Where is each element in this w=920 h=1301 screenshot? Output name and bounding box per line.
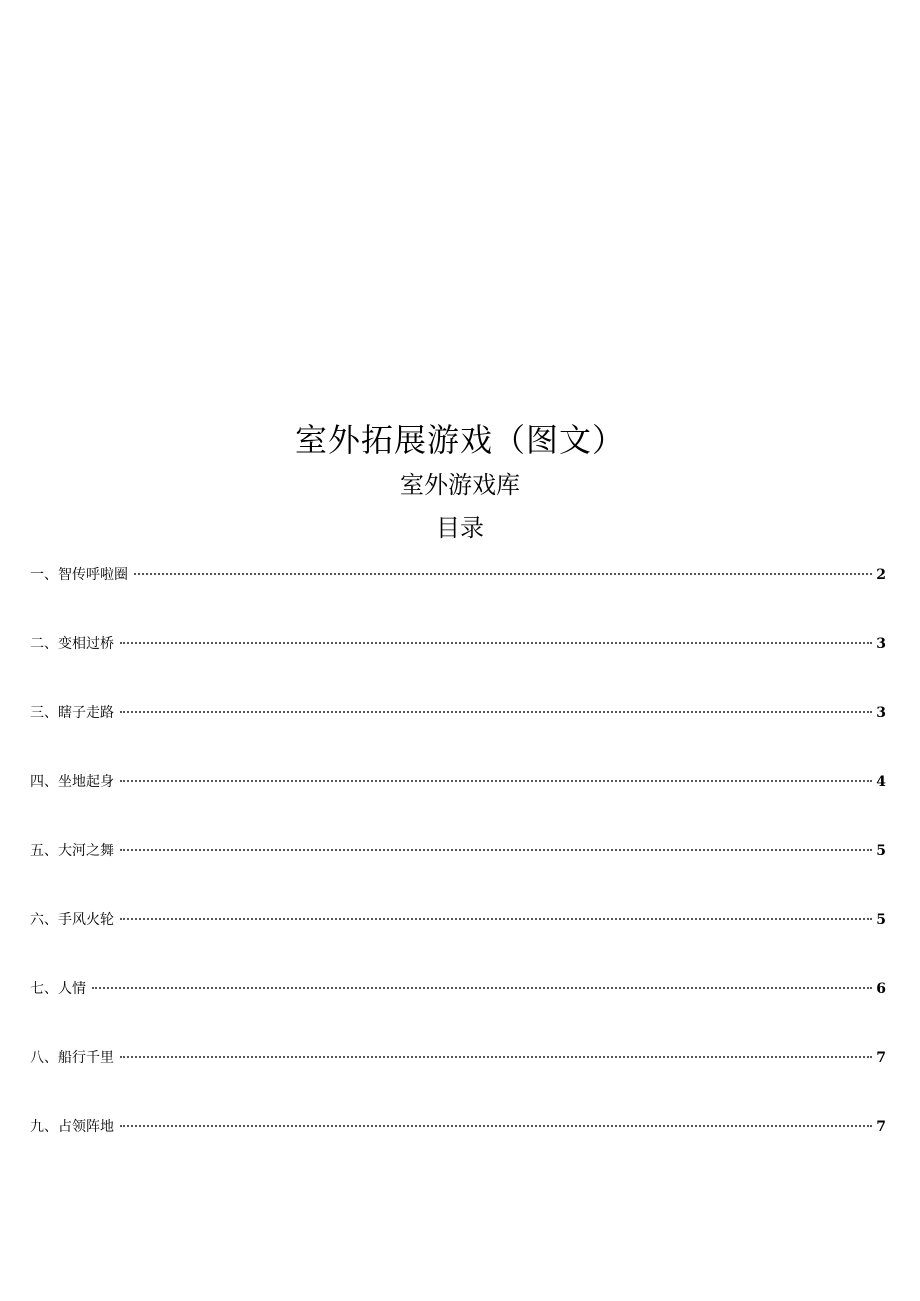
toc-entry-label: 六、手风火轮 — [30, 912, 114, 928]
toc-entry-label: 四、坐地起身 — [30, 774, 114, 790]
toc-dot-leader — [120, 918, 872, 920]
toc-entry-page: 5 — [876, 843, 886, 859]
document-title: 室外拓展游戏（图文） — [294, 421, 625, 459]
toc-entry-page: 6 — [876, 981, 886, 997]
toc-entry-label: 九、占领阵地 — [30, 1119, 114, 1135]
toc-entry[interactable] — [30, 978, 886, 1047]
toc-dot-leader — [120, 642, 872, 644]
toc-entry[interactable] — [30, 1116, 886, 1185]
toc-dot-leader — [120, 1125, 872, 1127]
toc-entry-page: 7 — [876, 1119, 886, 1135]
toc-entry[interactable] — [30, 771, 886, 840]
toc-entry[interactable] — [30, 633, 886, 702]
table-of-contents — [30, 564, 886, 1185]
toc-entry-page: 3 — [876, 636, 886, 652]
toc-dot-leader — [120, 780, 872, 782]
toc-entry[interactable] — [30, 702, 886, 771]
toc-entry-label: 二、变相过桥 — [30, 636, 114, 652]
toc-dot-leader — [92, 987, 872, 989]
toc-entry-page: 5 — [876, 912, 886, 928]
toc-heading: 目录 — [436, 514, 484, 542]
toc-entry-label: 五、大河之舞 — [30, 843, 114, 859]
document-subtitle: 室外游戏库 — [400, 471, 520, 499]
toc-dot-leader — [120, 1056, 872, 1058]
toc-entry-page: 3 — [876, 705, 886, 721]
toc-entry-label: 七、人情 — [30, 981, 86, 997]
toc-entry-label: 八、船行千里 — [30, 1050, 114, 1066]
toc-entry-page: 2 — [876, 567, 886, 583]
toc-entry-page: 4 — [876, 774, 886, 790]
toc-entry-page: 7 — [876, 1050, 886, 1066]
toc-entry[interactable] — [30, 564, 886, 633]
toc-entry-label: 三、瞎子走路 — [30, 705, 114, 721]
toc-dot-leader — [120, 711, 872, 713]
toc-dot-leader — [120, 849, 872, 851]
toc-dot-leader — [134, 573, 872, 575]
toc-entry[interactable] — [30, 840, 886, 909]
toc-entry-label: 一、智传呼啦圈 — [30, 567, 128, 583]
toc-entry[interactable] — [30, 909, 886, 978]
toc-entry[interactable] — [30, 1047, 886, 1116]
